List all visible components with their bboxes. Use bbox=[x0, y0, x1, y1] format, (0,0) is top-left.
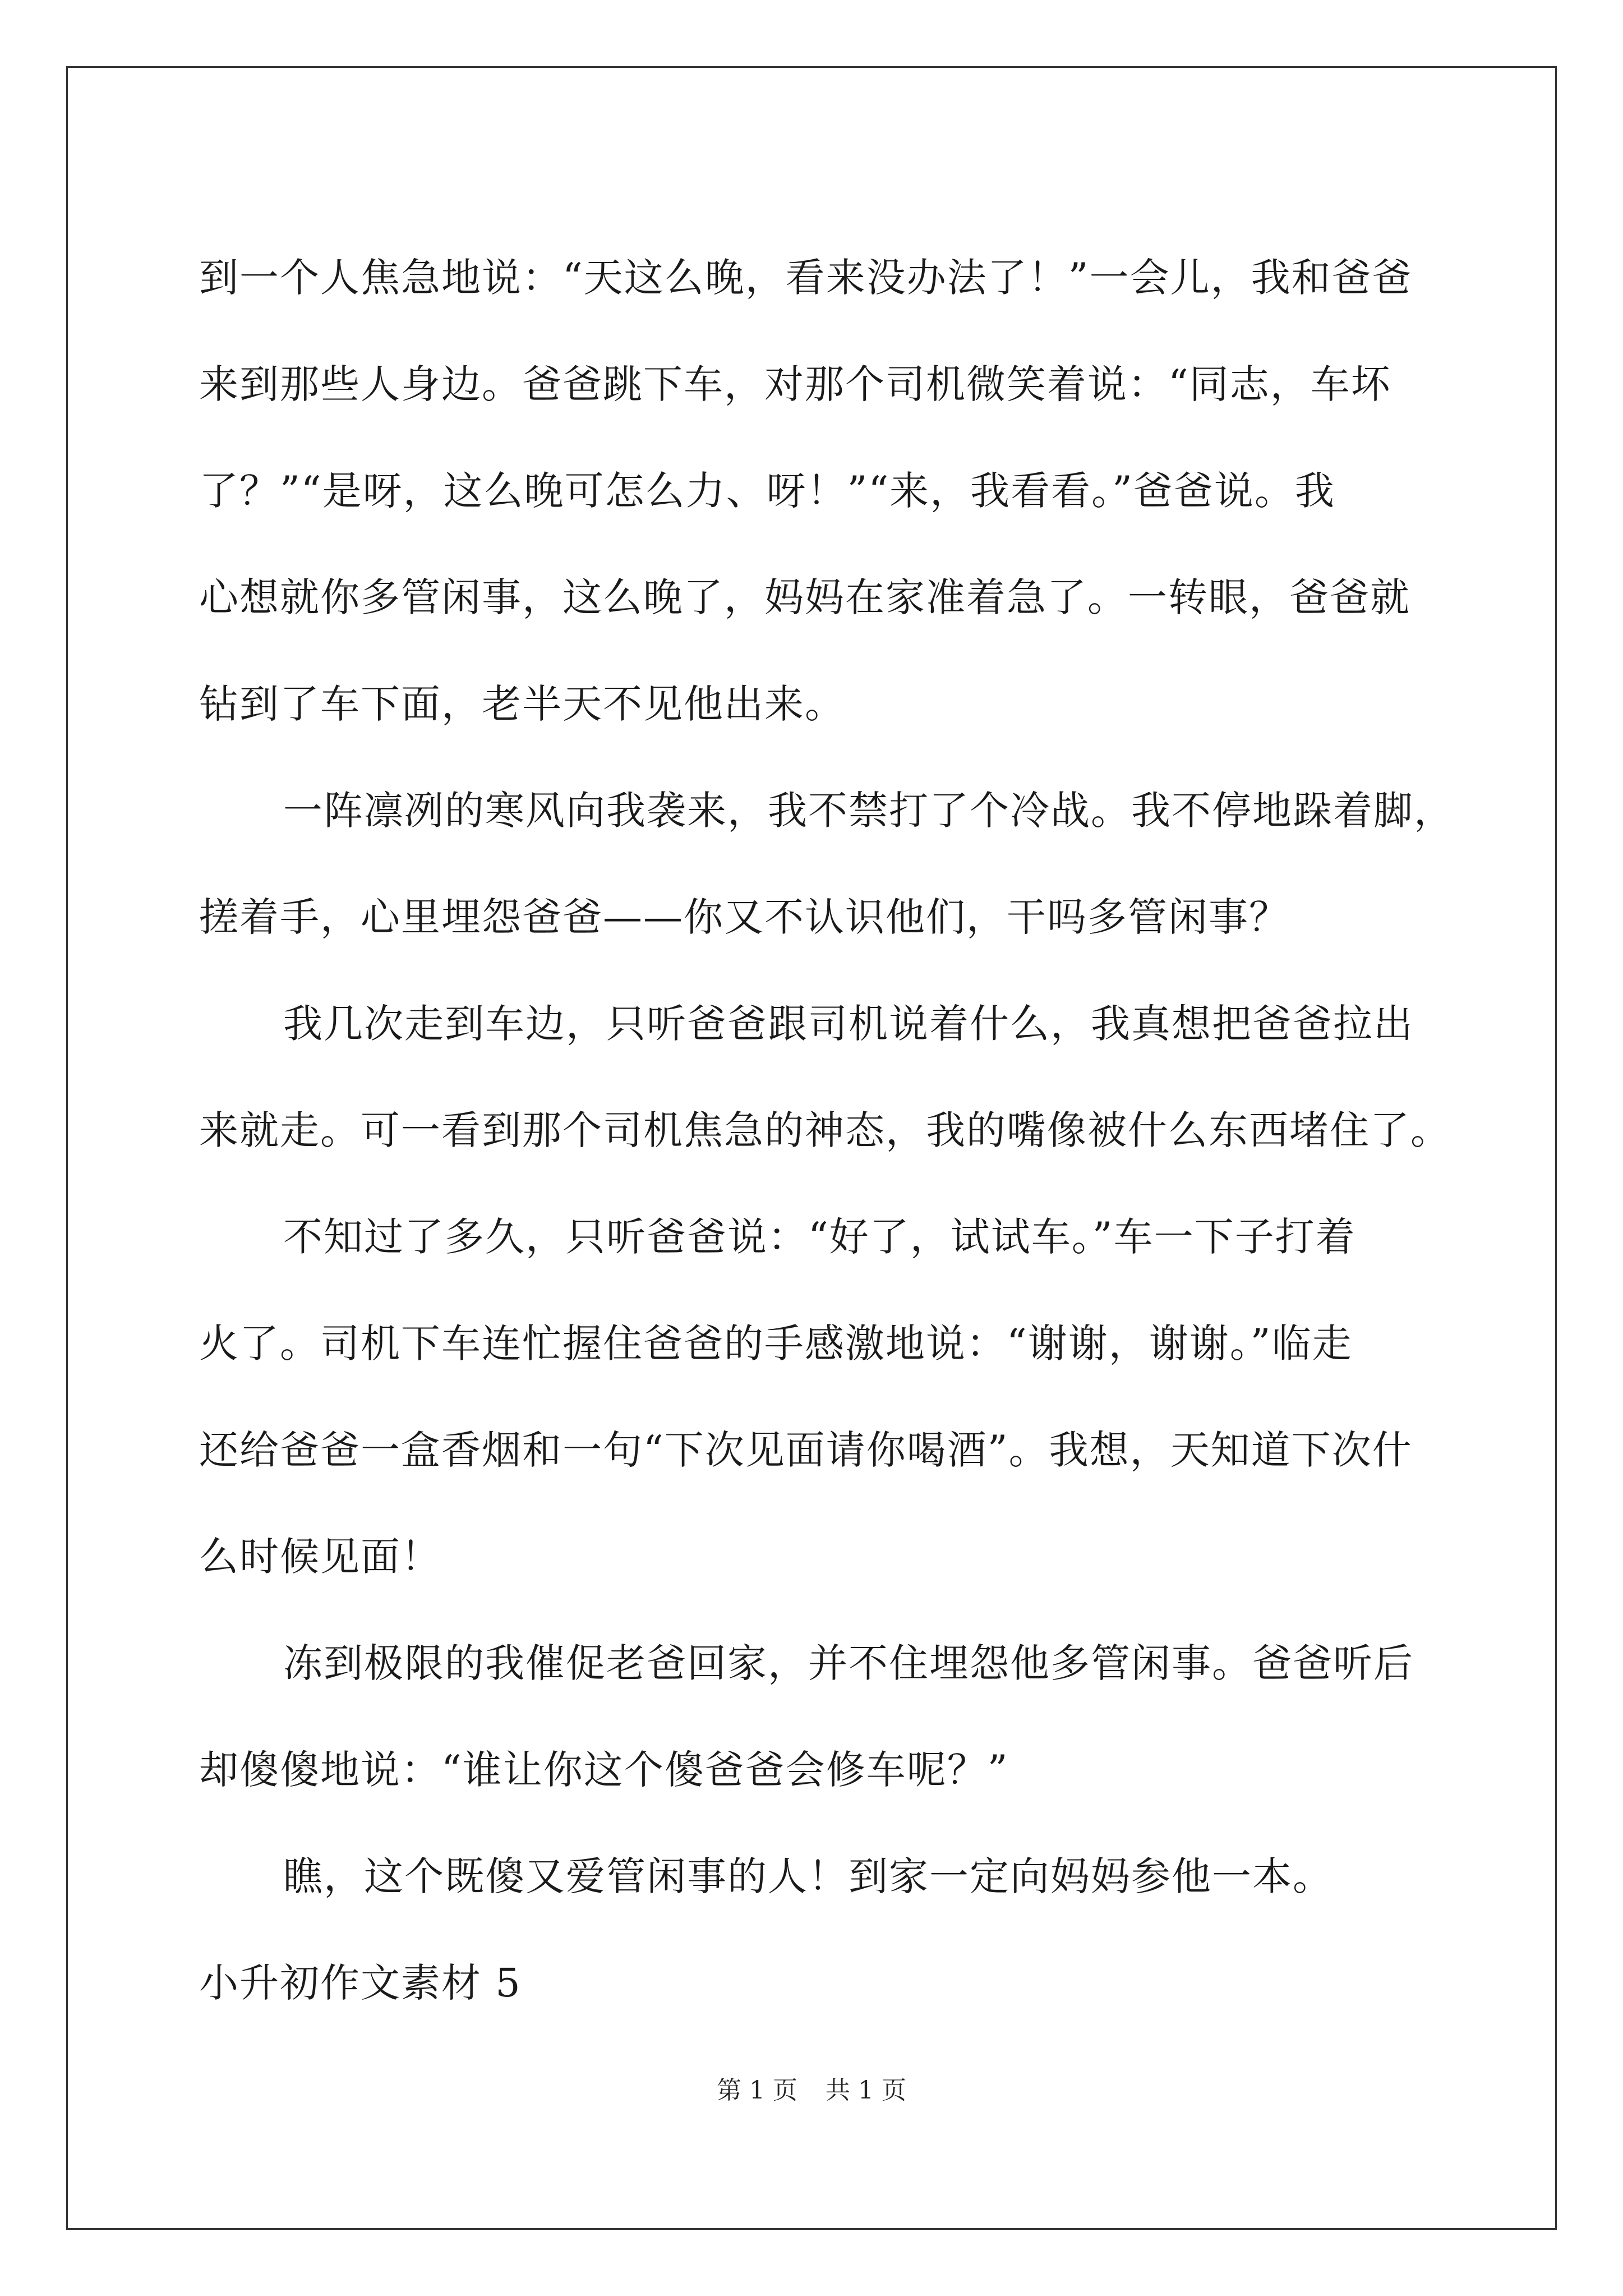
text-line: 了？”“是呀，这么晚可怎么力、呀！”“来，我看看。”爸爸说。我 bbox=[199, 468, 1335, 514]
text-line: 钻到了车下面，老半天不见他出来。 bbox=[199, 681, 845, 727]
text-line: 来到那些人身边。爸爸跳下车，对那个司机微笑着说：“同志，车坏 bbox=[199, 361, 1391, 407]
section-heading: 小升初作文素材 5 bbox=[199, 1960, 522, 2006]
paragraph-start-line: 一阵凛冽的寒风向我袭来，我不禁打了个冷战。我不停地跺着脚， bbox=[283, 788, 1454, 834]
text-line: 却傻傻地说：“谁让你这个傻爸爸会修车呢？” bbox=[199, 1747, 1009, 1793]
paragraph-start-line: 不知过了多久，只听爸爸说：“好了，试试车。”车一下子打着 bbox=[283, 1214, 1356, 1260]
text-line: 搓着手，心里埋怨爸爸——你又不认识他们，干吗多管闲事？ bbox=[199, 894, 1289, 940]
paragraph-start-line: 我几次走到车边，只听爸爸跟司机说着什么，我真想把爸爸拉出 bbox=[283, 1001, 1414, 1047]
document-body bbox=[199, 224, 1454, 2036]
text-line: 还给爸爸一盒香烟和一句“下次见面请你喝酒”。我想，天知道下次什 bbox=[199, 1427, 1413, 1473]
page-number: 第 1 页 bbox=[717, 2076, 797, 2105]
page-total: 共 1 页 bbox=[826, 2076, 906, 2105]
text-line: 来就走。可一看到那个司机焦急的神态，我的嘴像被什么东西堵住了。 bbox=[199, 1107, 1451, 1153]
text-line: 到一个人焦急地说：“天这么晚，看来没办法了！”一会儿，我和爸爸 bbox=[199, 255, 1413, 301]
text-line: 火了。司机下车连忙握住爸爸的手感激地说：“谢谢，谢谢。”临走 bbox=[199, 1320, 1353, 1366]
paragraph-start-line: 冻到极限的我催促老爸回家，并不住埋怨他多管闲事。爸爸听后 bbox=[283, 1640, 1414, 1686]
text-line: 么时候见面！ bbox=[199, 1534, 441, 1580]
page-footer bbox=[0, 2070, 1623, 2106]
text-line: 心想就你多管闲事，这么晚了，妈妈在家准着急了。一转眼，爸爸就 bbox=[199, 574, 1410, 620]
paragraph-start-line: 瞧，这个既傻又爱管闲事的人！到家一定向妈妈参他一本。 bbox=[283, 1853, 1333, 1899]
